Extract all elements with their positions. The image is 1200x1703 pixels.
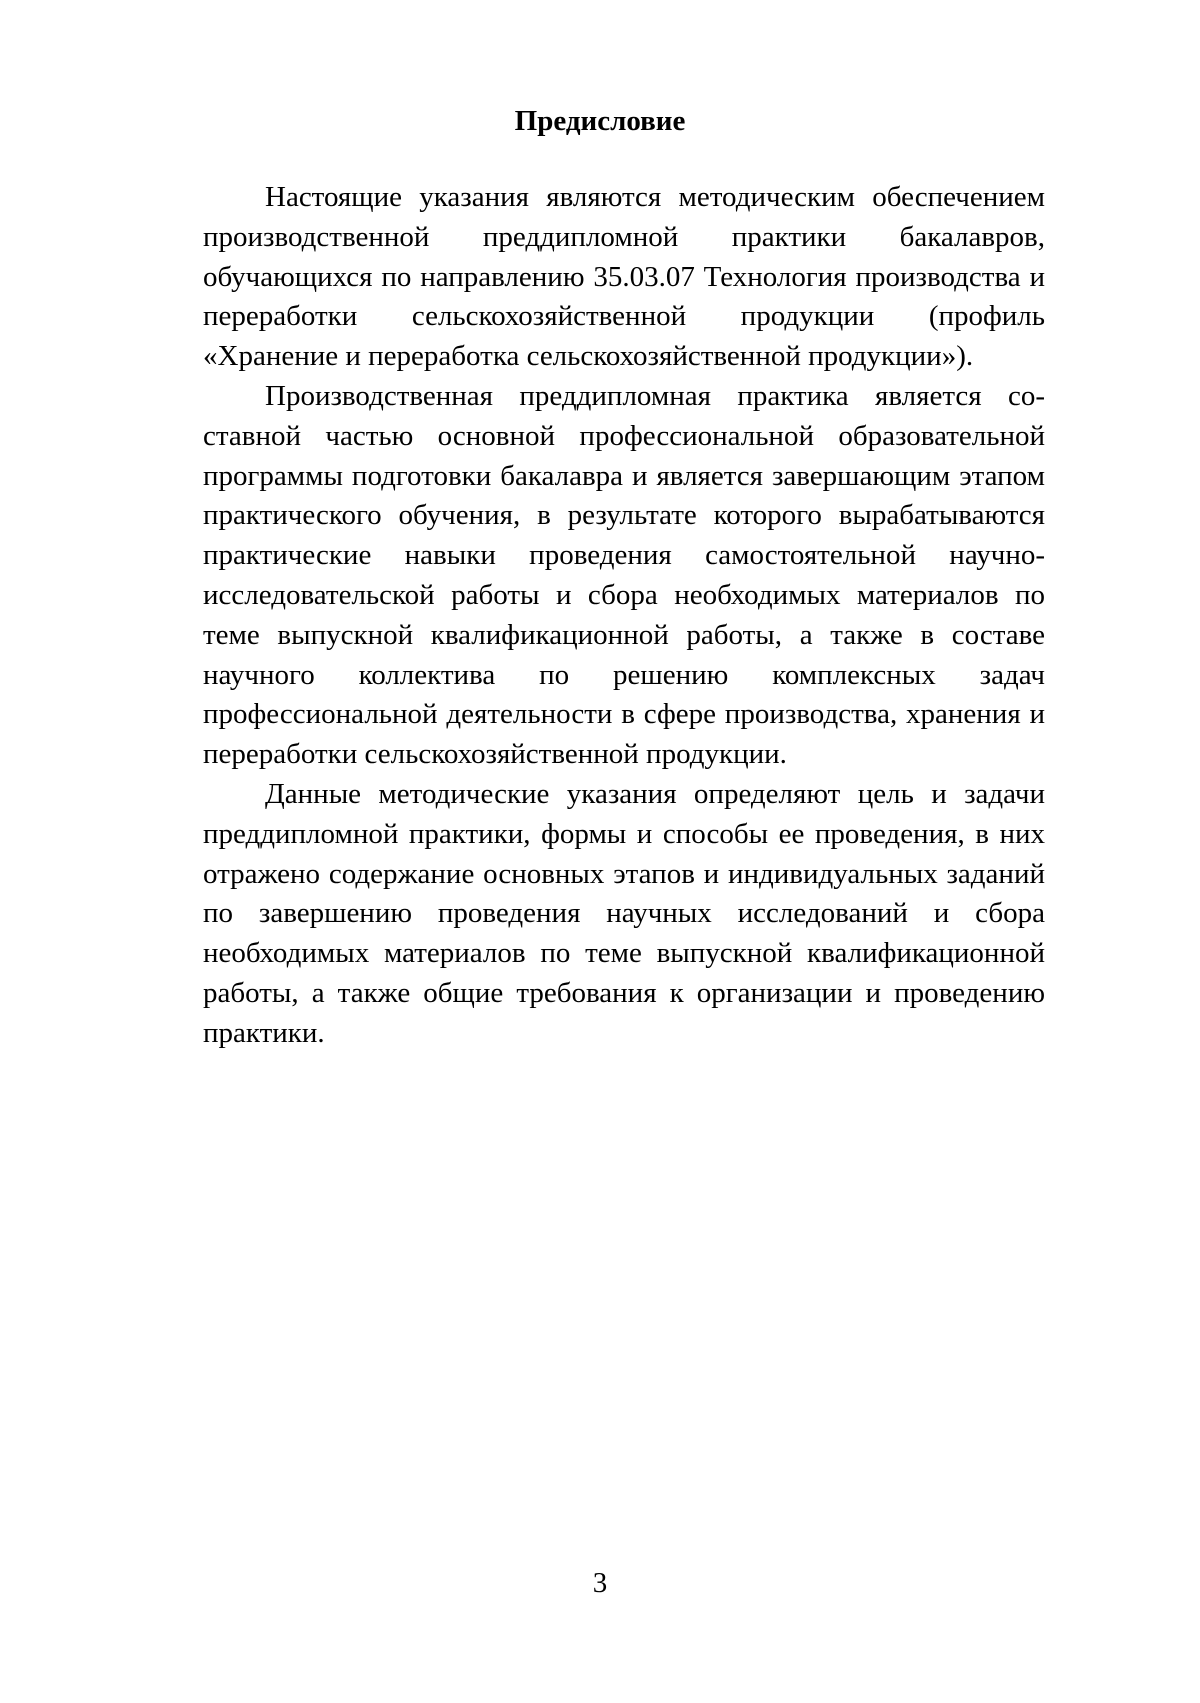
paragraph-2: Производственная преддипломная практика является составной частью основной профессиональной образовательной программы подготовки бакалавра и является завершающим этапом практического обучения, в результате которого вырабатываются практические навыки проведения самостоятельной научно-исследовательской работы и сбора необходимых материалов по теме выпускной квалификационной работы, а также в составе научного коллектива по решению комплексных задач профессиональной деятельности в сфере производства, хранения и переработки сельскохозяйственной продукции.: [203, 379, 1045, 771]
page-title: Предисловие: [514, 105, 686, 137]
paragraph-1: Настоящие указания являются методическим обеспечением производственной преддипломной практики бакалавров, обучающихся по направлению 35.03.07 Технология производства и переработки сельскохозяйственной продукции (профиль «Хранение и переработка сельскохозяйственной продукции»).: [203, 181, 1045, 373]
page-number: 3: [592, 1567, 608, 1599]
paragraph-3: Данные методические указания определяют цель и задачи преддипломной практики, формы и способы ее проведения, в них отражено содержание основных этапов и индивидуальных заданий по завершению проведения научных исследований и сбора необходимых материалов по теме выпускной квалификационной работы, а также общие требования к организации и проведению практики.: [203, 777, 1045, 1049]
body-text: [203, 178, 1045, 1054]
